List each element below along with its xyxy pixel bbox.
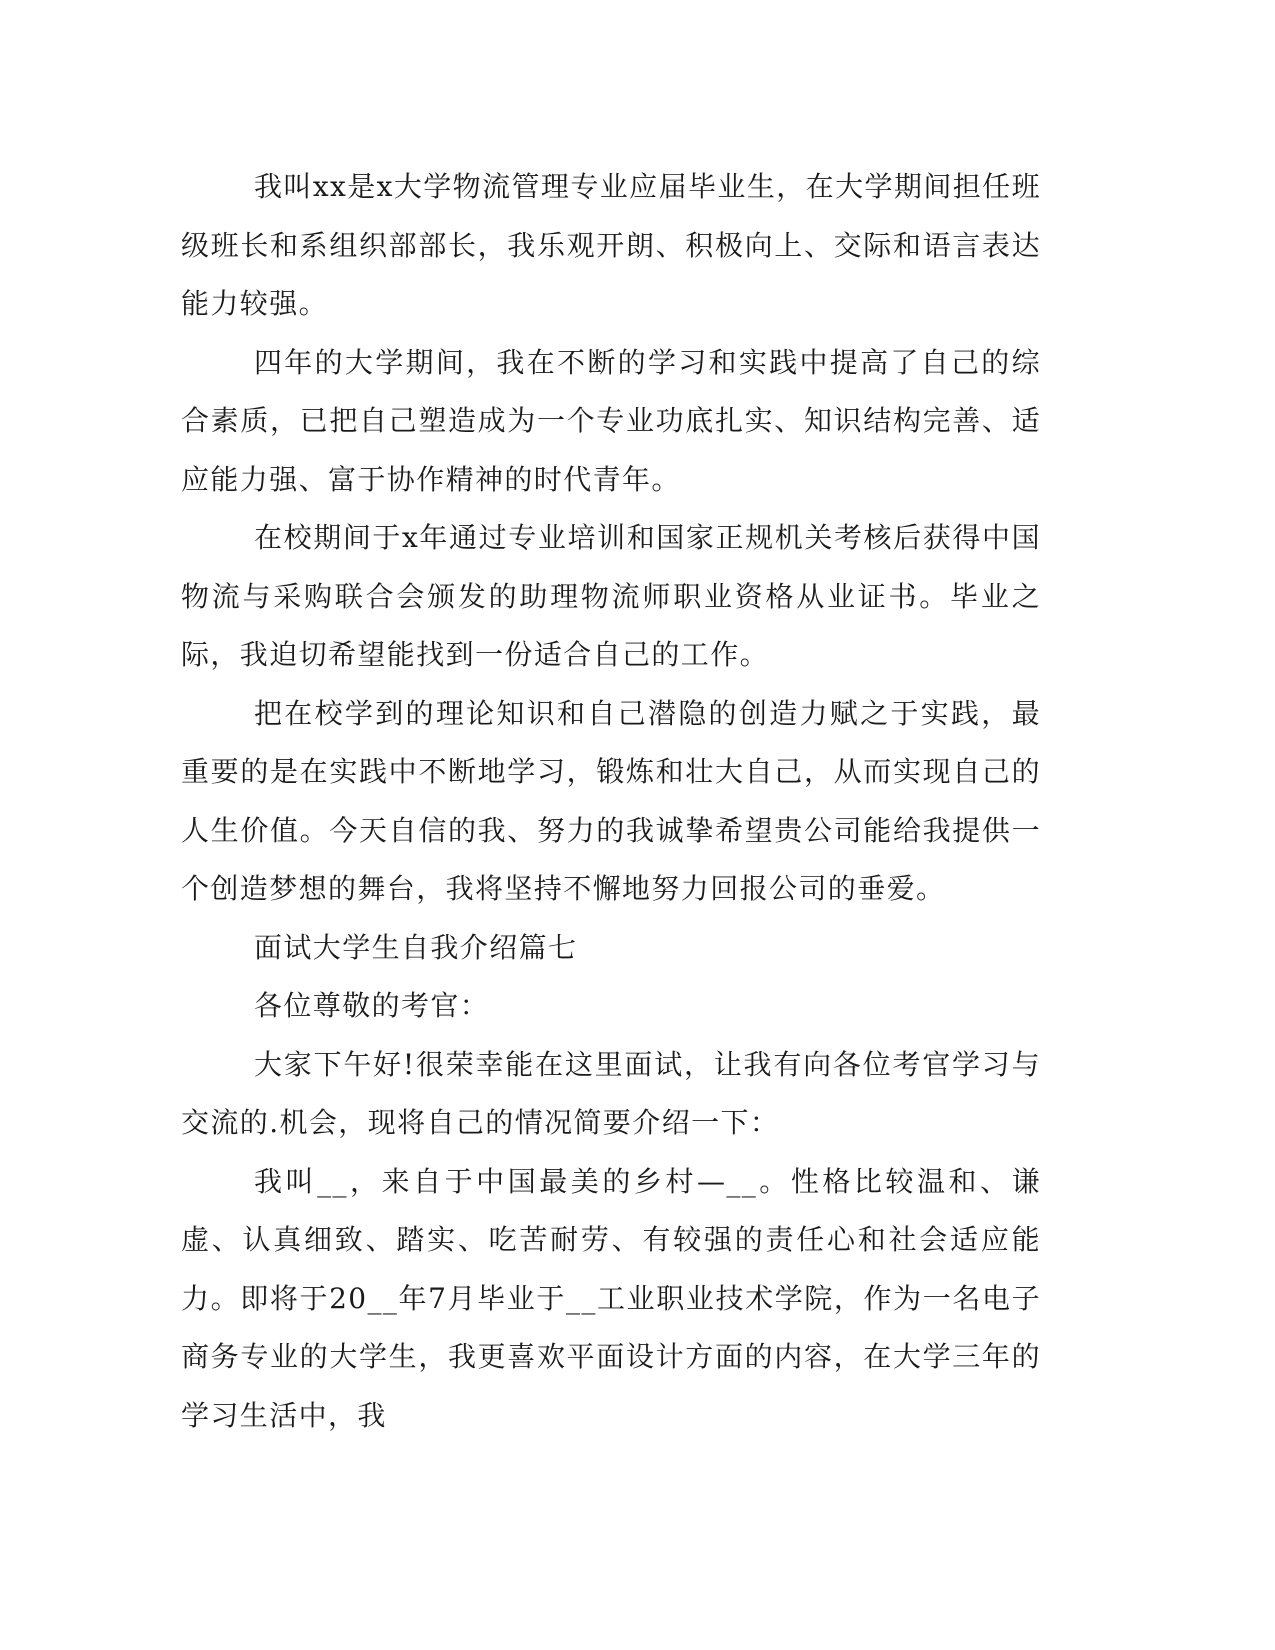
- paragraph-university-years: 四年的大学期间，我在不断的学习和实践中提高了自己的综合素质，已把自己塑造成为一个专业功底扎实、知识结构完善、适应能力强、富于协作精神的时代青年。: [181, 345, 1041, 496]
- paragraph-salutation: 各位尊敬的考官：: [254, 989, 490, 1022]
- paragraph-greeting: 大家下午好!很荣幸能在这里面试，让我有向各位考官学习与交流的.机会，现将自己的情况简要介绍一下：: [181, 1047, 1041, 1139]
- section-heading: 面试大学生自我介绍篇七: [254, 930, 578, 964]
- paragraph-aspiration: 把在校学到的理论知识和自己潜隐的创造力赋之于实践，最重要的是在实践中不断地学习，锻炼和壮大自己，从而实现自己的人生价值。今天自信的我、努力的我诚挚希望贵公司能给我提供一个创造梦想的舞台，我将坚持不懈地努力回报公司的垂爱。: [181, 696, 1041, 905]
- paragraph-certificate: 在校期间于x年通过专业培训和国家正规机关考核后获得中国物流与采购联合会颁发的助理物流师职业资格从业证书。毕业之际，我迫切希望能找到一份适合自己的工作。: [181, 521, 1041, 671]
- document-body: [181, 158, 1041, 1445]
- paragraph-self-intro: 我叫xx是x大学物流管理专业应届毕业生，在大学期间担任班级班长和系组织部部长，我乐观开朗、积极向上、交际和语言表达能力较强。: [181, 170, 1041, 320]
- paragraph-background: 我叫__，来自于中国最美的乡村—__。性格比较温和、谦虚、认真细致、踏实、吃苦耐劳、有较强的责任心和社会适应能力。即将于20__年7月毕业于__工业职业技术学院，作为一名电子商务专业的大学生，我更喜欢平面设计方面的内容，在大学三年的学习生活中，我: [181, 1164, 1041, 1432]
